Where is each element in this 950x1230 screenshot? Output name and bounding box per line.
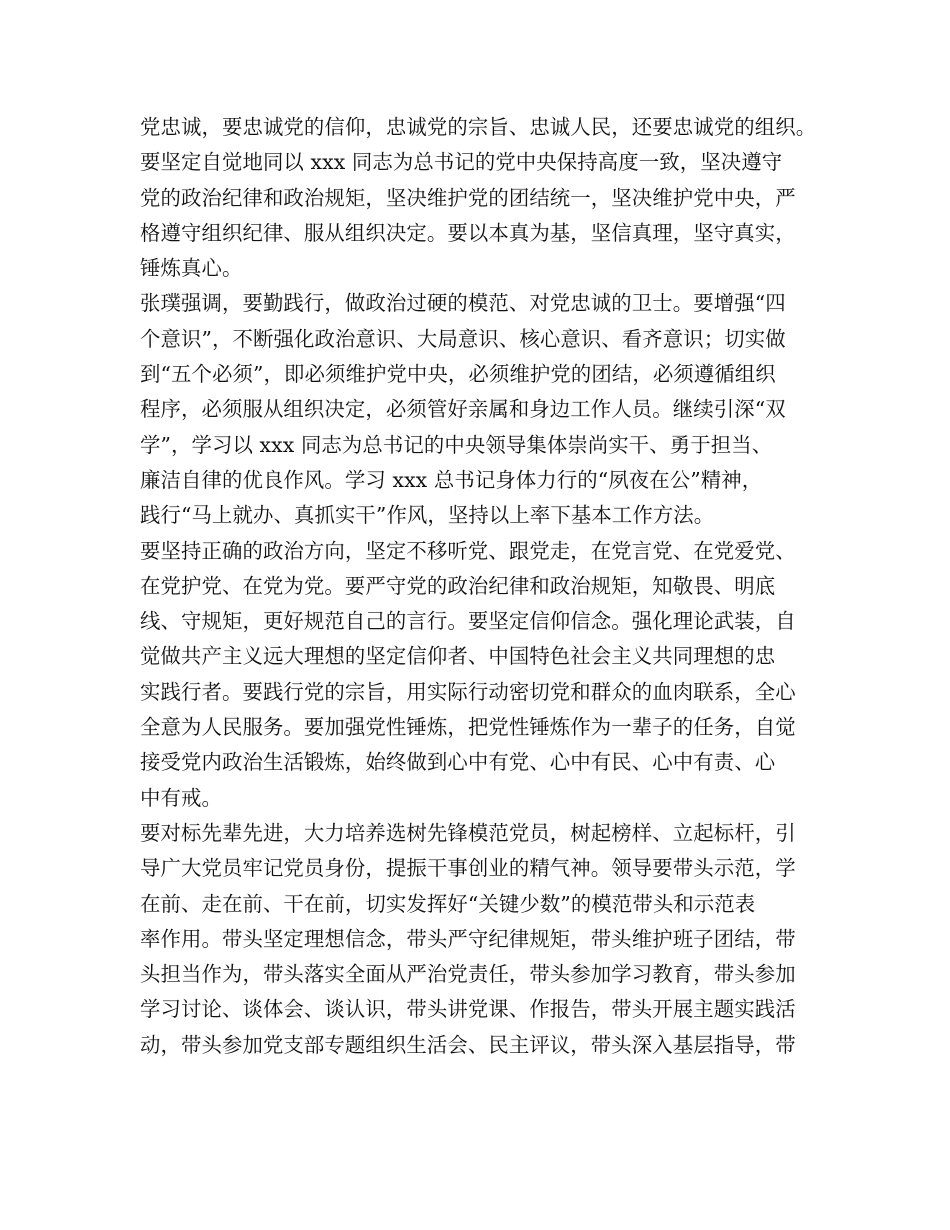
- text-line: 要对标先辈先进，大力培养选树先锋模范党员，树起榜样、立起标杆，引: [140, 820, 796, 845]
- text-line: 接受党内政治生活锻炼，始终做到心中有党、心中有民、心中有责、心: [140, 750, 776, 775]
- text-line: 个意识”，不断强化政治意识、大局意识、核心意识、看齐意识；切实做: [140, 326, 786, 351]
- text-line: 全意为人民服务。要加强党性锤炼，把党性锤炼作为一辈子的任务，自觉: [140, 715, 796, 740]
- text-line: 廉洁自律的优良作风。学习 xxx 总书记身体力行的“夙夜在公”精神，: [140, 467, 763, 492]
- text-line: 中有戒。: [140, 785, 222, 810]
- document-body: [140, 110, 830, 1063]
- text-line: 张璞强调，要勤践行，做政治过硬的模范、对党忠诚的卫士。要增强“四: [140, 291, 786, 316]
- paragraph-political-direction: [140, 534, 830, 816]
- text-line: 头担当作为，带头落实全面从严治党责任，带头参加学习教育，带头参加: [140, 962, 796, 987]
- text-line: 率作用。带头坚定理想信念，带头严守纪律规矩，带头维护班子团结，带: [140, 926, 796, 951]
- text-line: 在前、走在前、干在前，切实发挥好“关键少数”的模范带头和示范表: [140, 891, 756, 916]
- text-line: 觉做共产主义远大理想的坚定信仰者、中国特色社会主义共同理想的忠: [140, 644, 776, 669]
- paragraph-role-models: [140, 816, 830, 1063]
- text-line: 格遵守组织纪律、服从组织决定。要以本真为基，坚信真理，坚守真实，: [140, 220, 796, 245]
- text-line: 程序，必须服从组织决定，必须管好亲属和身边工作人员。继续引深“双: [140, 397, 786, 422]
- paragraph-loyalty: [140, 110, 830, 286]
- text-line: 党的政治纪律和政治规矩，坚决维护党的团结统一，坚决维护党中央，严: [140, 185, 796, 210]
- text-line: 学习讨论、谈体会、谈认识，带头讲党课、作报告，带头开展主题实践活: [140, 997, 796, 1022]
- text-line: 践行“马上就办、真抓实干”作风，坚持以上率下基本工作方法。: [140, 503, 715, 528]
- text-line: 要坚定自觉地同以 xxx 同志为总书记的党中央保持高度一致，坚决遵守: [140, 150, 783, 175]
- text-line: 在党护党、在党为党。要严守党的政治纪律和政治规矩，知敬畏、明底: [140, 573, 776, 598]
- text-line: 实践行者。要践行党的宗旨，用实际行动密切党和群众的血肉联系，全心: [140, 679, 796, 704]
- text-line: 要坚持正确的政治方向，坚定不移听党、跟党走，在党言党、在党爱党、: [140, 538, 796, 563]
- text-line: 锤炼真心。: [140, 256, 243, 281]
- text-line: 到“五个必须”，即必须维护党中央，必须维护党的团结，必须遵循组织: [140, 362, 776, 387]
- text-line: 线、守规矩，更好规范自己的言行。要坚定信仰信念。强化理论武装，自: [140, 609, 796, 634]
- text-line: 动，带头参加党支部专题组织生活会、民主评议，带头深入基层指导，带: [140, 1032, 796, 1057]
- text-line: 党忠诚，要忠诚党的信仰，忠诚党的宗旨、忠诚人民，还要忠诚党的组织。: [140, 115, 817, 139]
- text-line: 导广大党员牢记党员身份，提振干事创业的精气神。领导要带头示范，学: [140, 856, 796, 881]
- text-line: 学”，学习以 xxx 同志为总书记的中央领导集体崇尚实干、勇于担当、: [140, 432, 773, 457]
- paragraph-practice: [140, 286, 830, 533]
